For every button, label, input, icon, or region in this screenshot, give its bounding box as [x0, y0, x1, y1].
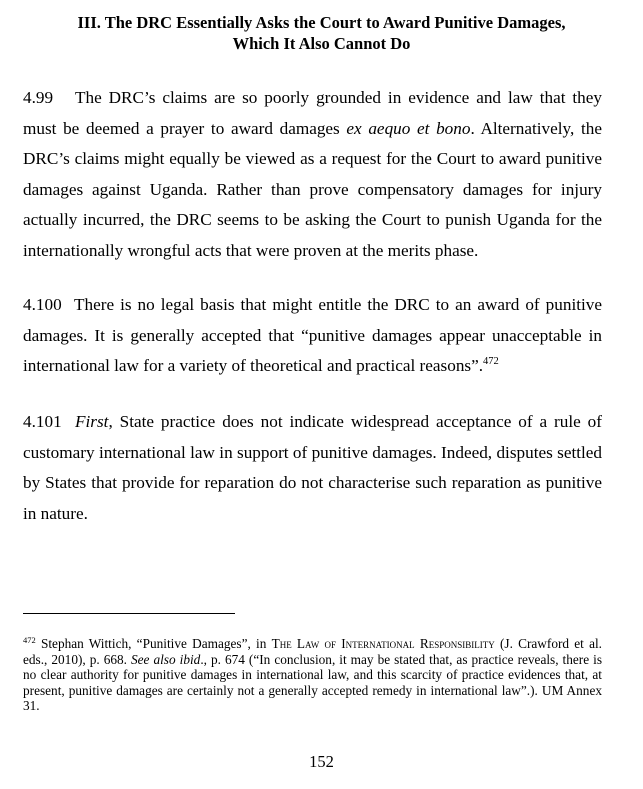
footnote-number: 472	[23, 635, 36, 645]
page-number: 152	[309, 752, 334, 771]
footnote-separator	[23, 613, 235, 614]
paragraph-italic-phrase: ex aequo et bono	[346, 118, 471, 138]
paragraph-number: 4.101	[23, 412, 62, 431]
footnote-text-end: ., p. 674 (“In conclusion, it may be stated that, as practice reveals, there is no clear authority for punitive damages in international law, and this scarcity of practice evidences that, at present, punitive damages are certainly not a generally accepted remedy in international law”.). UM Annex 31.	[23, 651, 603, 714]
footnote-text: Stephan Wittich, “Punitive Damages”, in	[40, 636, 272, 651]
paragraph-text: There is no legal basis that might entitle the DRC to an award of punitive damages. It is generally accepted that “punitive damages appear unacceptable in international law for a variety of theoretical and practical reasons”.	[23, 295, 602, 375]
footnote-472	[23, 636, 602, 714]
paragraph-4-101	[23, 407, 602, 529]
paragraph-text: , State practice does not indicate widespread acceptance of a rule of customary international law in support of punitive damages. Indeed, disputes settled by States that provide for reparation do not characterise such reparation as punitive in nature.	[23, 412, 602, 523]
paragraph-4-100	[23, 290, 602, 382]
paragraph-text-continued: . Alternatively, the DRC’s claims might equally be viewed as a request for the Court to award punitive damages against Uganda. Rather than prove compensatory damages for injury actually incurred, the DRC seems to be asking the Court to punish Uganda for the internationally wrongful acts that were proven at the merits phase.	[23, 118, 602, 260]
section-heading-line-1: III. The DRC Essentially Asks the Court to Award Punitive Damages,	[77, 13, 566, 32]
footnote-text-continued: (J. Crawford et al. eds., 2010), p. 668.	[23, 636, 602, 667]
footnote-book-title: The Law of International Responsibility	[271, 636, 495, 651]
paragraph-number: 4.100	[23, 295, 62, 314]
paragraph-text: The DRC’s claims are so poorly grounded in evidence and law that they must be deemed a prayer to award damages	[23, 88, 602, 138]
paragraph-italic-lead: First	[75, 412, 109, 431]
section-heading	[30, 12, 613, 54]
paragraph-number: 4.99	[23, 88, 54, 107]
paragraph-4-99	[23, 83, 602, 266]
footnote-reference[interactable]: 472	[483, 356, 499, 367]
section-heading-line-2: Which It Also Cannot Do	[232, 34, 411, 53]
footnote-italic-see-also: See also ibid	[131, 651, 201, 667]
